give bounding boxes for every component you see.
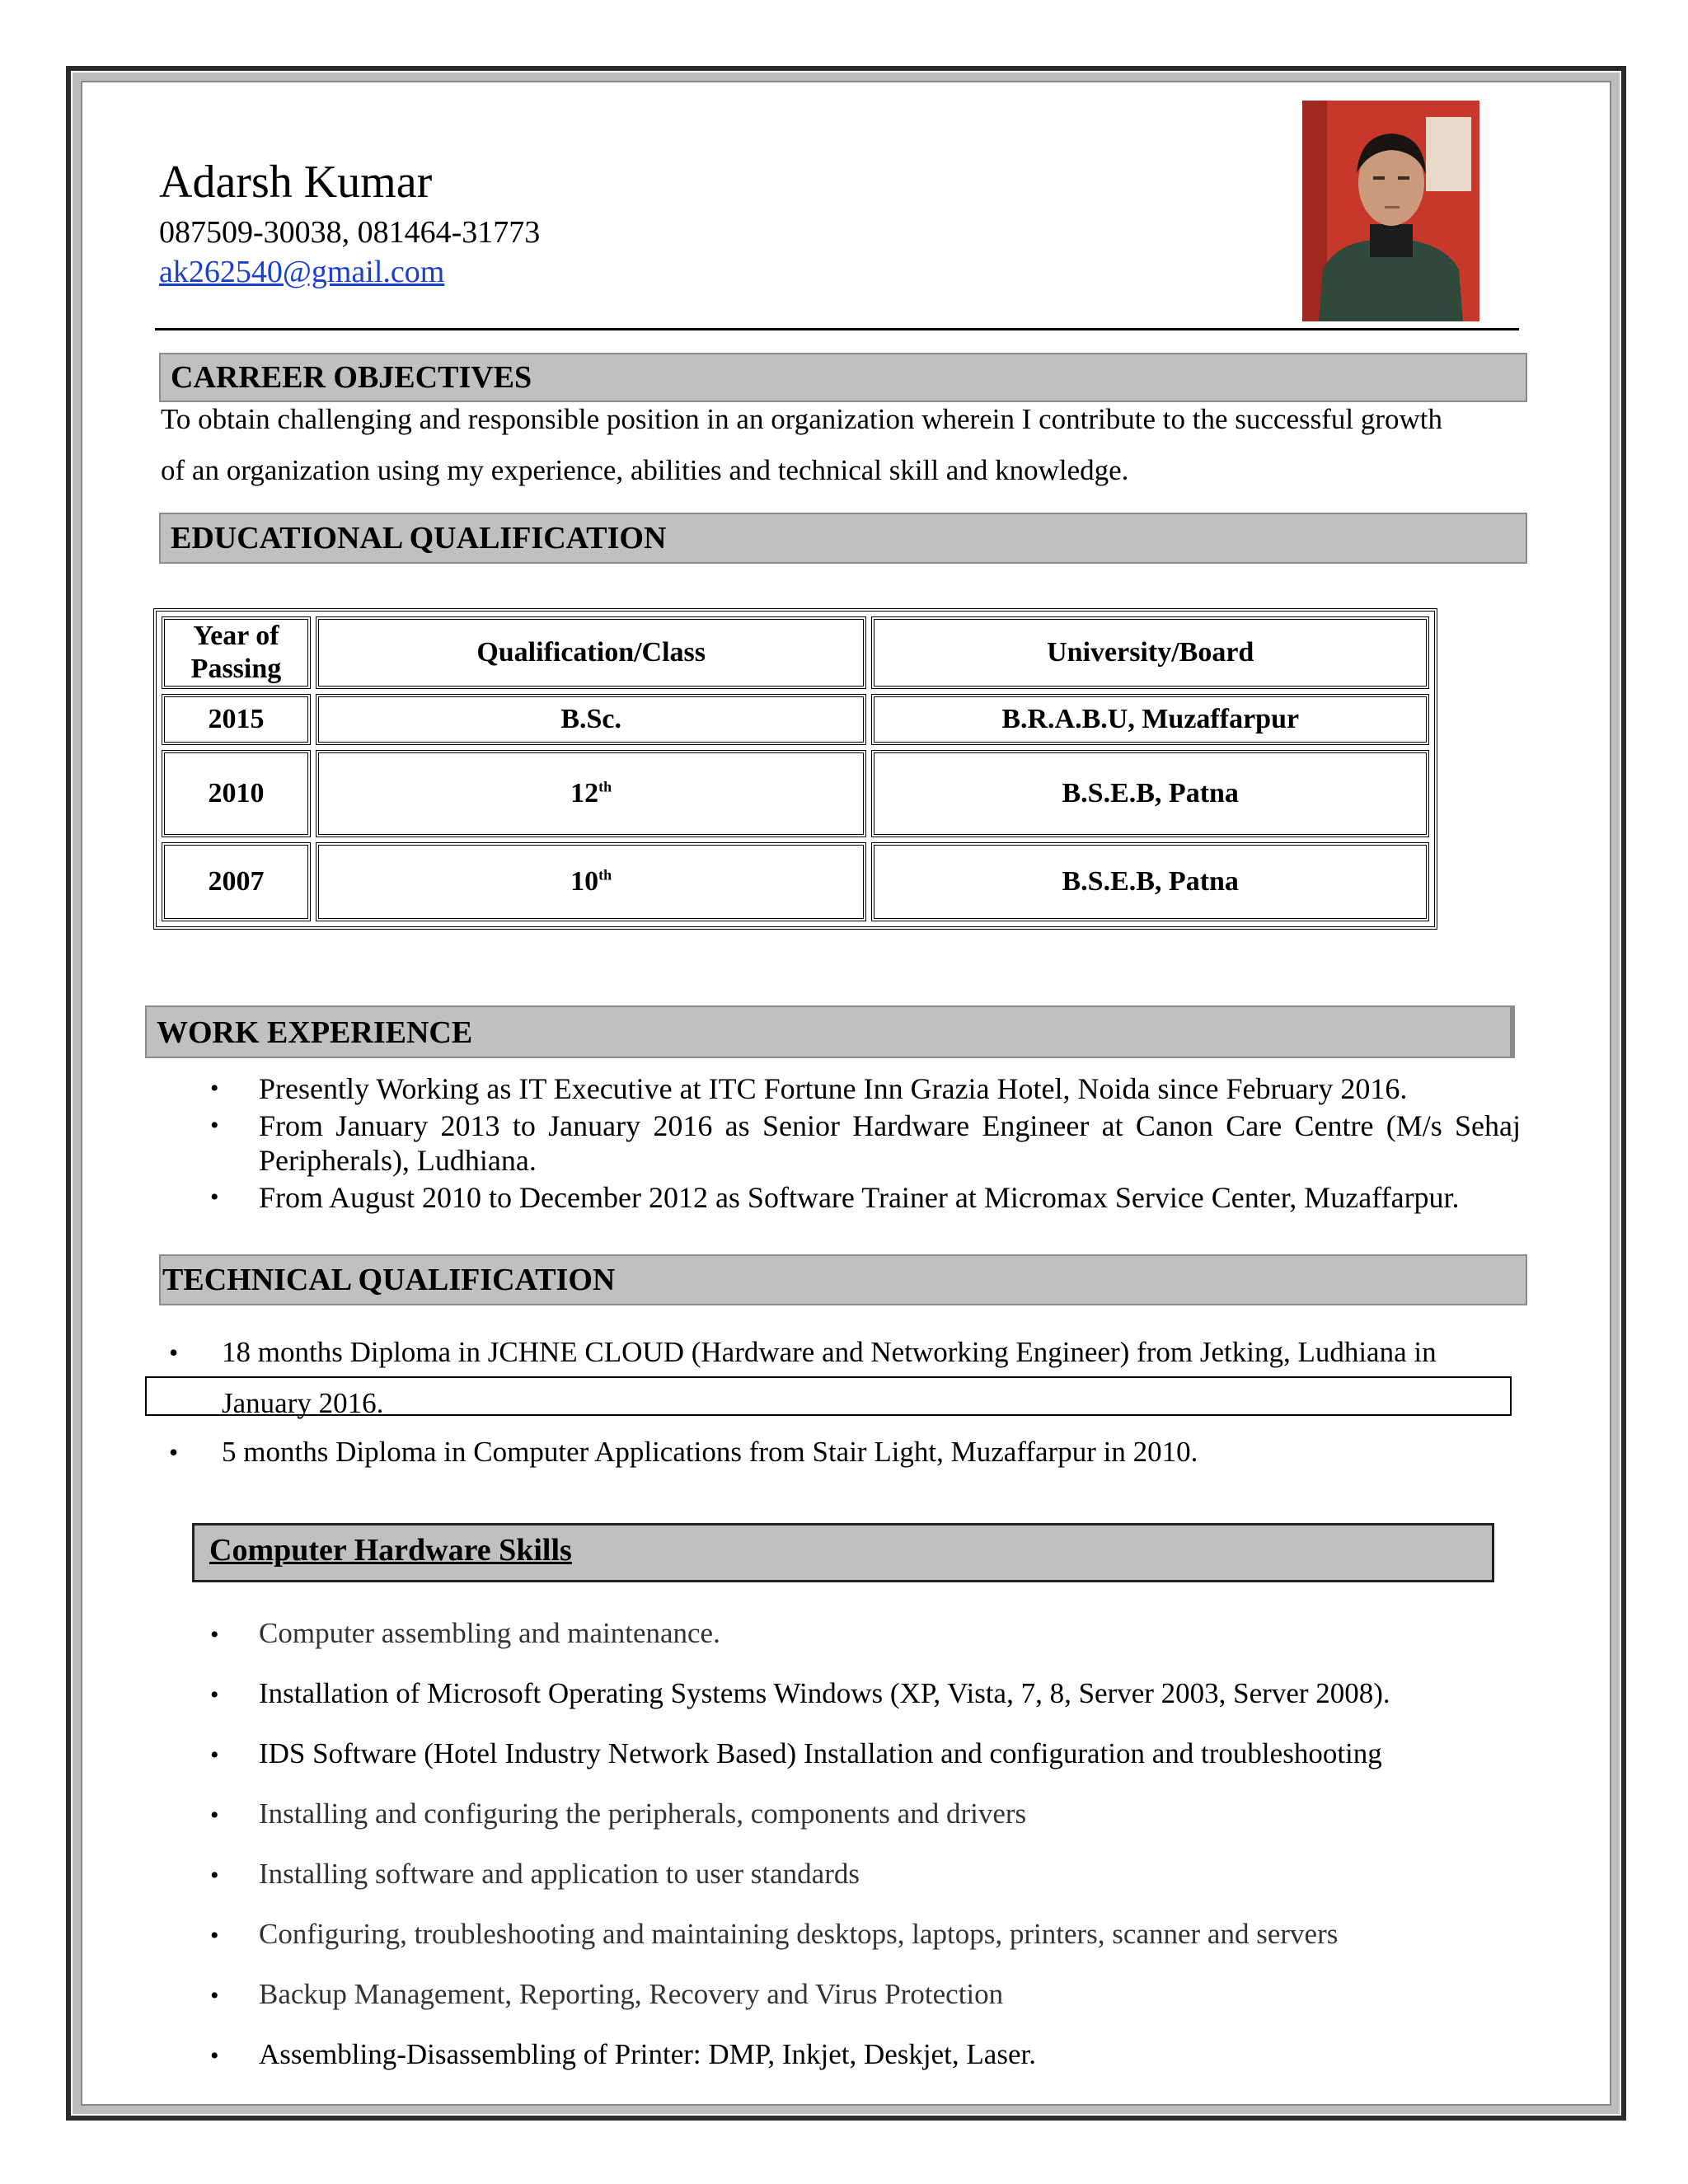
bullet-icon: •	[210, 2042, 219, 2069]
phone-numbers: 087509-30038, 081464-31773	[159, 215, 541, 250]
skill-text: Computer assembling and maintenance.	[259, 1617, 720, 1649]
list-item	[210, 1904, 1521, 1964]
cell-qualification: B.Sc.	[316, 694, 867, 745]
section-heading-work: WORK EXPERIENCE	[145, 1005, 1515, 1058]
education-table	[153, 608, 1437, 930]
header-qualification: Qualification/Class	[316, 616, 867, 689]
cell-board: B.R.A.B.U, Muzaffarpur	[871, 694, 1429, 745]
candidate-name: Adarsh Kumar	[159, 157, 433, 208]
technical-item-line-1: 5 months Diploma in Computer Applications from Stair Light, Muzaffarpur in 2010.	[222, 1436, 1198, 1468]
header-year-line-2: Passing	[190, 654, 282, 684]
profile-photo	[1302, 101, 1479, 321]
qualification-value: 12	[570, 778, 599, 808]
bullet-icon: •	[210, 1982, 219, 2009]
cell-board: B.S.E.B, Patna	[871, 842, 1429, 921]
qualification-suffix: th	[598, 866, 612, 883]
list-item	[210, 1723, 1521, 1783]
skill-text: Installing software and application to user standards	[259, 1858, 860, 1890]
bullet-icon: •	[169, 1437, 179, 1467]
section-heading-objectives: CARREER OBJECTIVES	[159, 353, 1527, 402]
bullet-icon: •	[210, 1741, 219, 1769]
technical-item-line-2: January 2016.	[222, 1387, 384, 1419]
cell-qualification	[316, 750, 867, 837]
bullet-icon: •	[210, 1112, 219, 1139]
section-heading-hardware: Computer Hardware Skills	[192, 1523, 1494, 1582]
cell-year: 2007	[162, 842, 311, 921]
list-item	[210, 1663, 1521, 1723]
objective-text-line-1: To obtain challenging and responsible position in an organization wherein I contribute to the successful growth	[161, 403, 1443, 435]
email-link[interactable]: ak262540@gmail.com	[159, 255, 445, 289]
objective-text-line-2: of an organization using my experience, abilities and technical skill and knowledge.	[161, 454, 1129, 486]
work-item-line-2: Peripherals), Ludhiana.	[259, 1144, 537, 1177]
section-heading-technical: TECHNICAL QUALIFICATION	[159, 1254, 1527, 1305]
table-header-row	[162, 616, 1429, 689]
qualification-suffix: th	[598, 778, 612, 795]
skill-text: Installing and configuring the peripherals, components and drivers	[259, 1797, 1027, 1830]
bullet-icon: •	[210, 1802, 219, 1829]
list-item	[210, 1603, 1521, 1663]
list-item	[210, 1844, 1521, 1904]
list-item	[210, 1071, 1521, 1106]
technical-item-2	[169, 1427, 1198, 1477]
technical-item-1	[169, 1327, 1437, 1429]
bullet-icon: •	[210, 1922, 219, 1949]
skill-text: Installation of Microsoft Operating Systems Windows (XP, Vista, 7, 8, Server 2003, Server 2008).	[259, 1677, 1390, 1709]
qualification-value: 10	[570, 866, 599, 897]
header-divider	[155, 328, 1519, 330]
bullet-icon: •	[210, 1681, 219, 1708]
header-year-line-1: Year of	[193, 621, 279, 651]
technical-item-line-1: 18 months Diploma in JCHNE CLOUD (Hardware and Networking Engineer) from Jetking, Ludhiana in	[222, 1336, 1437, 1368]
bullet-icon: •	[210, 1621, 219, 1648]
skill-text: IDS Software (Hotel Industry Network Based) Installation and configuration and troubleshooting	[259, 1737, 1382, 1769]
list-item	[210, 1783, 1521, 1844]
skill-text: Assembling-Disassembling of Printer: DMP, Inkjet, Deskjet, Laser.	[259, 2038, 1036, 2070]
header-year	[162, 616, 311, 689]
bullet-icon: •	[210, 1075, 219, 1102]
cell-board: B.S.E.B, Patna	[871, 750, 1429, 837]
cell-qualification	[316, 842, 867, 921]
cell-year: 2015	[162, 694, 311, 745]
bullet-icon: •	[210, 1862, 219, 1889]
section-heading-education: EDUCATIONAL QUALIFICATION	[159, 513, 1527, 564]
list-item	[210, 1964, 1521, 2024]
cell-year: 2010	[162, 750, 311, 837]
hardware-skills-list	[210, 1603, 1521, 2084]
header-board: University/Board	[871, 616, 1429, 689]
work-experience-list	[210, 1071, 1521, 1215]
skill-text: Backup Management, Reporting, Recovery and Virus Protection	[259, 1978, 1004, 2010]
work-item-line-1: From January 2013 to January 2016 as Senior Hardware Engineer at Canon Care Centre (M/s Sehaj	[259, 1109, 1521, 1142]
work-item-line-1: Presently Working as IT Executive at ITC Fortune Inn Grazia Hotel, Noida since February 2016.	[259, 1072, 1408, 1105]
list-item	[210, 2024, 1521, 2084]
work-item-line-1: From August 2010 to December 2012 as Software Trainer at Micromax Service Center, Muzaffarpur.	[259, 1181, 1460, 1214]
skill-text: Configuring, troubleshooting and maintaining desktops, laptops, printers, scanner and servers	[259, 1918, 1339, 1950]
list-item	[210, 1180, 1521, 1215]
table-row	[162, 694, 1429, 745]
bullet-icon: •	[169, 1338, 179, 1367]
list-item	[210, 1108, 1521, 1178]
table-row	[162, 842, 1429, 921]
table-row	[162, 750, 1429, 837]
bullet-icon: •	[210, 1183, 219, 1211]
